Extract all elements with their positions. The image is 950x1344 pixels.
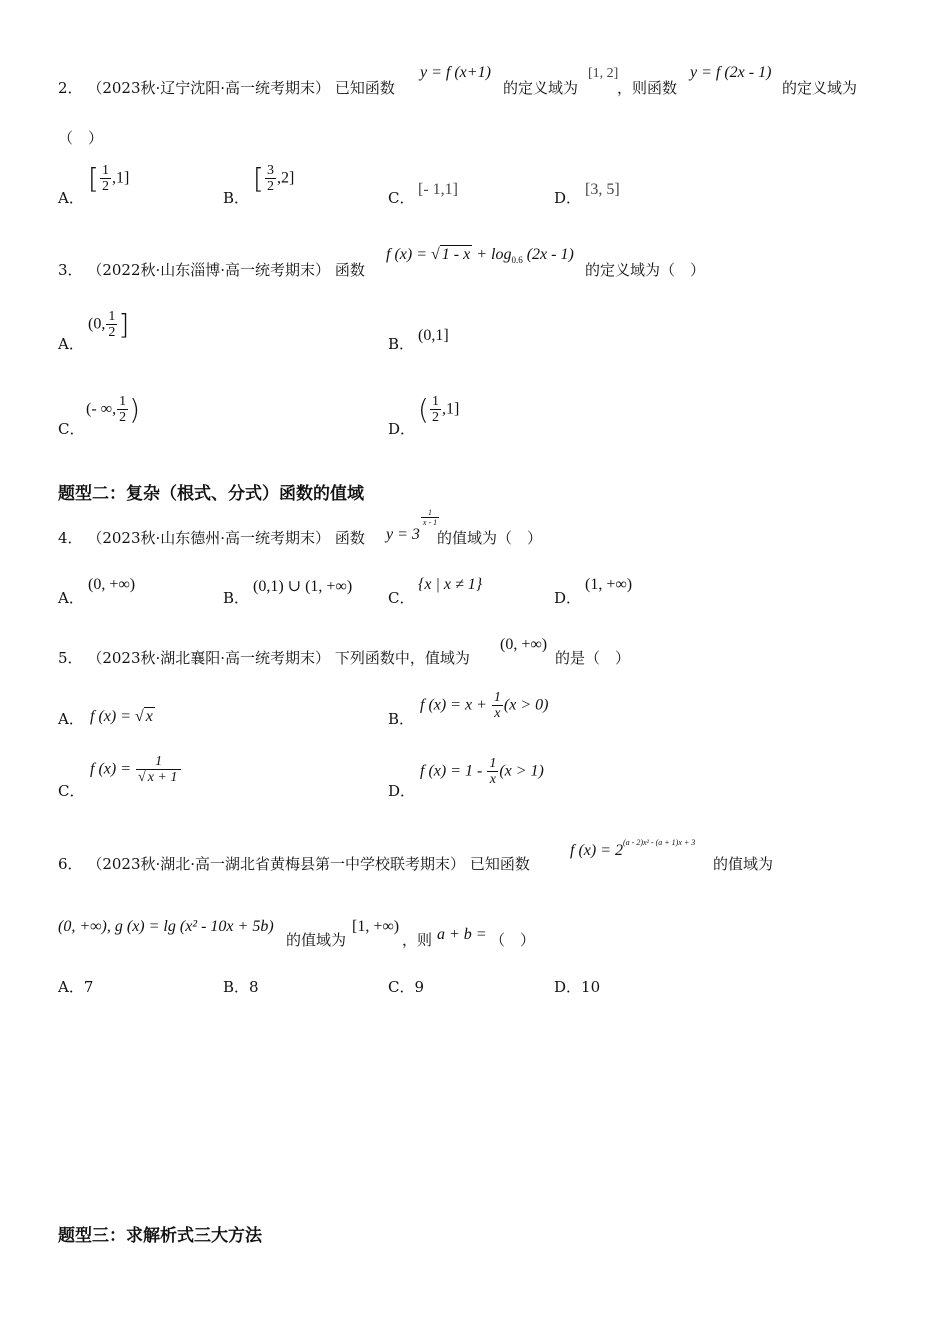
stem-text: 的值域为 [713, 855, 774, 873]
q2-option-d: [3, 5] [585, 181, 620, 198]
q6-range-g: [1, +∞) [352, 918, 400, 935]
func-part: f (x) = 2 [570, 842, 623, 859]
question-6-stem [58, 854, 530, 874]
question-source: （2023秋·湖北·高一湖北省黄梅县第一中学校联考期末） [87, 855, 466, 873]
q6-option-d [554, 977, 600, 997]
option-label: C． [388, 589, 415, 607]
stem-text: 的定义域为 [503, 79, 579, 97]
q6-option-b [223, 977, 259, 997]
denominator: x - 1 [422, 518, 438, 527]
question-number: 2． [58, 79, 83, 97]
question-5-stem [58, 648, 470, 668]
head: (- ∞, [86, 400, 117, 418]
option-label: D． [554, 189, 582, 207]
option-value: 7 [83, 978, 94, 996]
q6-option-c [388, 977, 424, 997]
option-value: 9 [414, 978, 425, 996]
fraction [430, 394, 441, 425]
condition: (x > 1) [499, 762, 544, 780]
answer-paren: （ ） [490, 931, 536, 949]
stem-text: 的定义域为 [782, 79, 858, 97]
func-part: f (x) = x + [420, 696, 491, 714]
denominator: 2 [108, 325, 116, 340]
question-number: 5． [58, 649, 83, 667]
tail: ,1] [111, 169, 130, 187]
option-label: C． [58, 782, 85, 800]
denominator: 2 [101, 179, 109, 194]
q6-function-f [570, 838, 696, 860]
sqrt-content: x [145, 708, 153, 725]
numerator: 1 [119, 394, 127, 409]
option-label: B． [388, 710, 415, 728]
answer-paren: （ ） [58, 129, 104, 147]
sqrt-sign: √ [431, 246, 440, 263]
option-label: B． [223, 589, 250, 607]
func-base: y = 3 [386, 526, 420, 544]
question-4-stem [58, 528, 365, 548]
q2-option-c: [- 1,1] [418, 181, 458, 198]
denominator: 2 [431, 410, 439, 425]
option-label: A． [58, 189, 84, 207]
numerator: 1 [431, 394, 439, 409]
q2-option-b [253, 162, 294, 195]
tail: ,1] [441, 400, 460, 418]
fraction [117, 394, 128, 425]
sqrt-sign: √ [138, 770, 146, 785]
option-label: D． [388, 420, 416, 438]
q6-ask: a + b = [437, 926, 487, 943]
q2-function-2: y = f (2x - 1) [690, 64, 772, 81]
stem-text: 已知函数 [334, 79, 395, 97]
option-label: A． [58, 335, 84, 353]
numerator: 1 [489, 756, 497, 771]
section-heading-3: 题型三：求解析式三大方法 [58, 1226, 262, 1246]
bracket: ( [418, 393, 429, 426]
sqrt-content: 1 - x [441, 246, 471, 263]
q2-function-1: y = f (x+1) [420, 64, 491, 81]
fraction [106, 309, 117, 340]
stem-text: 的是（ ） [555, 649, 631, 667]
option-value: 10 [581, 978, 601, 996]
bracket: ] [118, 308, 130, 341]
numerator: 1 [136, 754, 181, 770]
option-value: 8 [249, 978, 259, 996]
q6-option-a [58, 977, 93, 997]
question-number: 4． [58, 529, 83, 547]
log-base: 0.6 [511, 255, 523, 265]
q3-option-b: (0,1] [418, 327, 449, 344]
bracket: [ [88, 162, 99, 195]
func-part: f (x) = [90, 760, 135, 778]
numerator: 1 [421, 508, 439, 518]
exponent: (a - 2)x² - (a + 1)x + 3 [623, 838, 696, 847]
func-part: f (x) = 1 - [420, 762, 487, 780]
stem-text: 函数 [334, 529, 365, 547]
numerator: 1 [493, 690, 501, 705]
option-label: D． [388, 782, 416, 800]
question-2-stem [58, 78, 395, 98]
stem-text: 的值域为（ ） [437, 529, 543, 547]
option-label: A． [58, 589, 84, 607]
question-number: 6． [58, 855, 83, 873]
head: (0, [88, 315, 106, 333]
q3-option-a [88, 308, 129, 341]
option-label: B． [223, 189, 250, 207]
option-label: C． [388, 189, 415, 207]
numerator: 1 [108, 309, 116, 324]
q3-option-c [86, 393, 140, 426]
question-source: （2022秋·山东淄博·高一统考期末） [87, 261, 331, 279]
q5-option-b [420, 690, 548, 721]
question-source: （2023秋·辽宁沈阳·高一统考期末） [87, 79, 331, 97]
q5-option-a [90, 708, 155, 726]
numerator: 3 [266, 163, 274, 178]
q4-option-d: (1, +∞) [585, 576, 633, 593]
func-part: (2x - 1) [522, 246, 574, 263]
q4-option-c: {x | x ≠ 1} [418, 576, 483, 593]
numerator: 1 [101, 163, 109, 178]
q4-option-a: (0, +∞) [88, 576, 136, 593]
bracket: [ [253, 162, 264, 195]
condition: (x > 0) [503, 696, 549, 714]
q2-option-a [88, 162, 129, 195]
option-label: B． [223, 978, 250, 996]
q5-option-c [90, 754, 182, 785]
q4-option-b: (0,1) ∪ (1, +∞) [253, 578, 353, 595]
stem-text: 的定义域为（ ） [585, 261, 706, 279]
section-heading-2: 题型二：复杂（根式、分式）函数的值域 [58, 484, 364, 504]
question-source: （2023秋·湖北襄阳·高一统考期末） [87, 649, 331, 667]
stem-text: ，则 [402, 931, 433, 949]
fraction [265, 163, 276, 194]
question-3-stem [58, 260, 365, 280]
tail: ,2] [276, 169, 295, 187]
option-label: D． [554, 978, 582, 996]
sqrt-sign: √ [135, 708, 144, 725]
denominator [136, 770, 181, 785]
stem-text: 已知函数 [469, 855, 530, 873]
stem-text: 函数 [334, 261, 365, 279]
sqrt-content: x + 1 [147, 770, 178, 785]
denominator: 2 [119, 410, 127, 425]
q6-function-g: (0, +∞), g (x) = lg (x² - 10x + 5b) [58, 918, 274, 935]
stem-text: ，则函数 [617, 79, 678, 97]
func-part: + log [472, 246, 512, 263]
option-label: A． [58, 978, 84, 996]
q3-function [386, 246, 574, 264]
question-number: 3． [58, 261, 83, 279]
q4-function [386, 508, 440, 544]
stem-text: 的值域为 [286, 931, 347, 949]
fraction [487, 756, 498, 787]
option-label: B． [388, 335, 415, 353]
q2-domain-1: [1, 2] [588, 66, 619, 81]
fraction [100, 163, 111, 194]
bracket: ) [129, 393, 140, 426]
option-label: A． [58, 710, 84, 728]
fraction [492, 690, 503, 721]
question-source: （2023秋·山东德州·高一统考期末） [87, 529, 331, 547]
stem-text: 下列函数中，值域为 [334, 649, 470, 667]
denominator: 2 [266, 179, 274, 194]
func-part: f (x) = [90, 708, 135, 725]
option-label: C． [58, 420, 85, 438]
option-label: C． [388, 978, 415, 996]
q5-option-d [420, 756, 544, 787]
exponent-fraction [421, 508, 439, 527]
q5-range: (0, +∞) [500, 636, 548, 653]
fraction [136, 754, 181, 785]
denominator: x [494, 706, 501, 721]
denominator: x [489, 772, 496, 787]
q3-option-d [418, 393, 459, 426]
option-label: D． [554, 589, 582, 607]
func-part: f (x) = [386, 246, 431, 263]
